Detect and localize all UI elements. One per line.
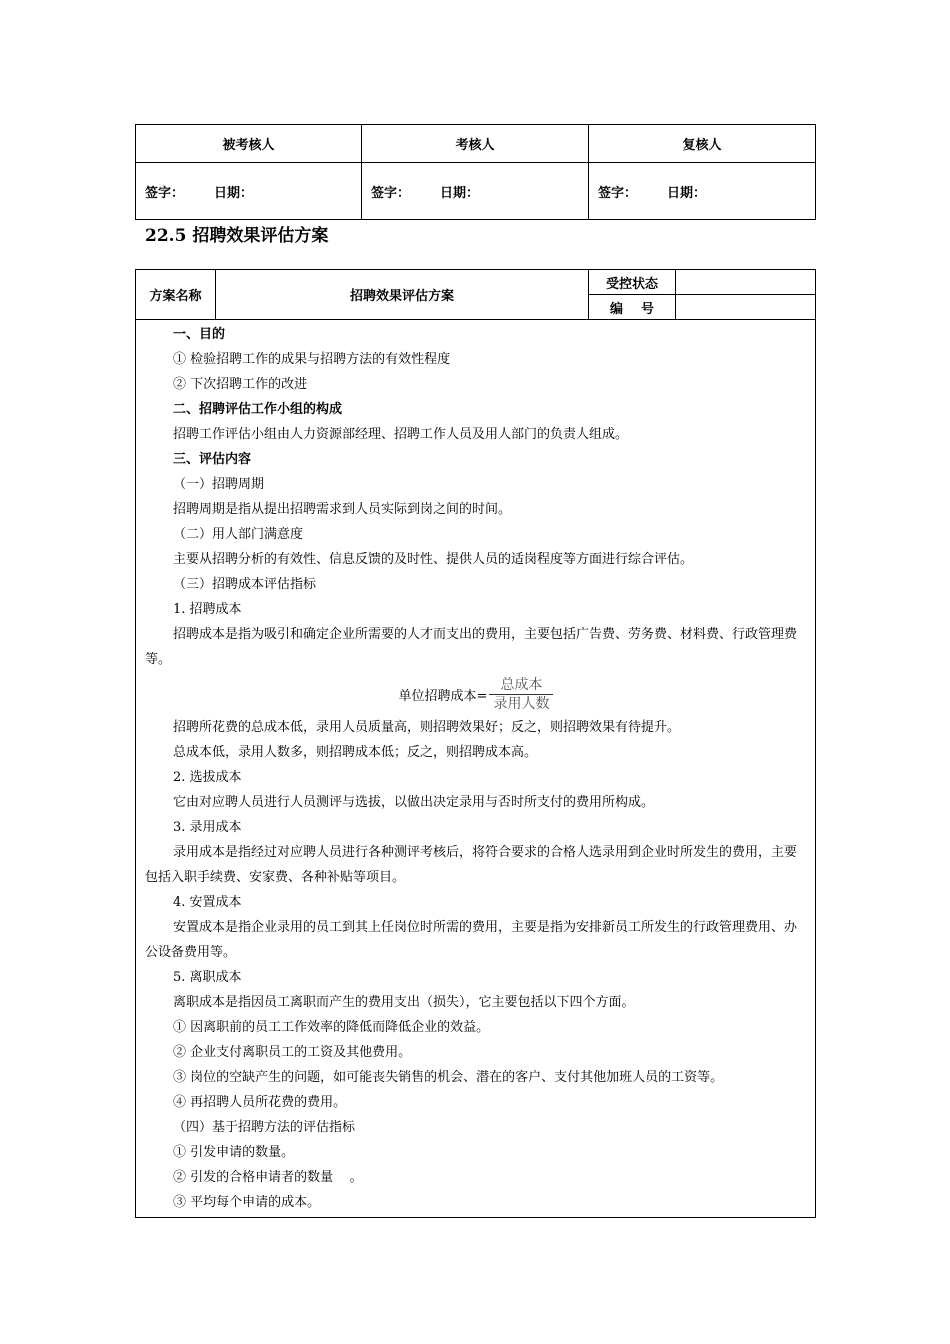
content-paragraph: （三）招聘成本评估指标 — [173, 577, 317, 592]
number-value — [676, 295, 816, 320]
date-label: 日期： — [214, 185, 254, 201]
content-paragraph: （一）招聘周期 — [173, 477, 265, 492]
content-paragraph: ② 企业支付离职员工的工资及其他费用。 — [173, 1045, 412, 1060]
assessor-sign-cell — [362, 163, 589, 220]
formula-fraction — [489, 676, 553, 713]
signature-table — [135, 124, 816, 220]
content-paragraph: ③ 岗位的空缺产生的问题，如可能丧失销售的机会、潜在的客户、支付其他加班人员的工资等。 — [173, 1070, 724, 1085]
unit-cost-formula — [145, 672, 807, 715]
content-paragraph: ③ 平均每个申请的成本。 — [173, 1195, 321, 1210]
content-paragraph: 招聘所花费的总成本低，录用人员质量高，则招聘效果好；反之，则招聘效果有待提升。 — [173, 720, 681, 735]
plan-content — [136, 320, 816, 1218]
control-status-label: 受控状态 — [589, 270, 676, 295]
control-status-value — [676, 270, 816, 295]
formula-label: 单位招聘成本= — [398, 689, 488, 704]
content-paragraph: 4. 安置成本 — [173, 895, 242, 910]
content-paragraph: ④ 再招聘人员所花费的费用。 — [173, 1095, 347, 1110]
plan-table — [135, 269, 816, 1218]
content-paragraph: ② 引发的合格申请者的数量 。 — [173, 1170, 363, 1185]
header-reviewer: 复核人 — [589, 125, 816, 163]
content-paragraph: 2. 选拔成本 — [173, 770, 242, 785]
content-paragraph: （二）用人部门满意度 — [173, 527, 304, 542]
header-assessee: 被考核人 — [136, 125, 362, 163]
sign-label: 签字： — [145, 185, 185, 201]
formula-denominator: 录用人数 — [493, 696, 550, 712]
formula-numerator: 总成本 — [489, 676, 553, 695]
assessee-sign-cell — [136, 163, 362, 220]
content-paragraph: 招聘成本是指为吸引和确定企业所需要的人才而支出的费用，主要包括广告费、劳务费、材料费、行政管理费等。 — [145, 627, 798, 667]
sign-label: 签字： — [371, 185, 411, 201]
content-paragraph: ① 检验招聘工作的成果与招聘方法的有效性程度 — [173, 352, 451, 367]
content-paragraph: 招聘周期是指从提出招聘需求到人员实际到岗之间的时间。 — [173, 502, 512, 517]
content-paragraph: 招聘工作评估小组由人力资源部经理、招聘工作人员及用人部门的负责人组成。 — [173, 427, 629, 442]
content-paragraph: 离职成本是指因员工离职而产生的费用支出（损失），它主要包括以下四个方面。 — [173, 995, 635, 1010]
number-label: 编 号 — [589, 295, 676, 320]
content-paragraph: （四）基于招聘方法的评估指标 — [173, 1120, 356, 1135]
content-paragraph: 总成本低，录用人数多，则招聘成本低；反之，则招聘成本高。 — [173, 745, 538, 760]
content-paragraph: 5. 离职成本 — [173, 970, 242, 985]
content-paragraph: 1. 招聘成本 — [173, 602, 242, 617]
date-label: 日期： — [667, 185, 707, 201]
content-paragraph: ② 下次招聘工作的改进 — [173, 377, 308, 392]
content-paragraph: ① 引发申请的数量。 — [173, 1145, 295, 1160]
content-paragraph: 3. 录用成本 — [173, 820, 242, 835]
content-paragraph: 录用成本是指经过对应聘人员进行各种测评考核后，将符合要求的合格人选录用到企业时所发生的费用，主要包括入职手续费、安家费、各种补贴等项目。 — [145, 845, 798, 885]
section-title: 22.5 招聘效果评估方案 — [145, 226, 329, 246]
sign-label: 签字： — [598, 185, 638, 201]
section-heading: 二、招聘评估工作小组的构成 — [173, 402, 343, 417]
content-paragraph: 主要从招聘分析的有效性、信息反馈的及时性、提供人员的适岗程度等方面进行综合评估。 — [173, 552, 694, 567]
plan-name-label: 方案名称 — [136, 270, 216, 320]
content-paragraph: ① 因离职前的员工工作效率的降低而降低企业的效益。 — [173, 1020, 490, 1035]
content-paragraph: 安置成本是指企业录用的员工到其上任岗位时所需的费用，主要是指为安排新员工所发生的行政管理费用、办公设备费用等。 — [145, 920, 798, 960]
section-heading: 三、评估内容 — [173, 452, 252, 467]
reviewer-sign-cell — [589, 163, 816, 220]
content-paragraph: 它由对应聘人员进行人员测评与选拔，以做出决定录用与否时所支付的费用所构成。 — [173, 795, 655, 810]
header-assessor: 考核人 — [362, 125, 589, 163]
section-heading: 一、目的 — [173, 327, 226, 342]
plan-name-value: 招聘效果评估方案 — [216, 270, 589, 320]
date-label: 日期： — [440, 185, 480, 201]
